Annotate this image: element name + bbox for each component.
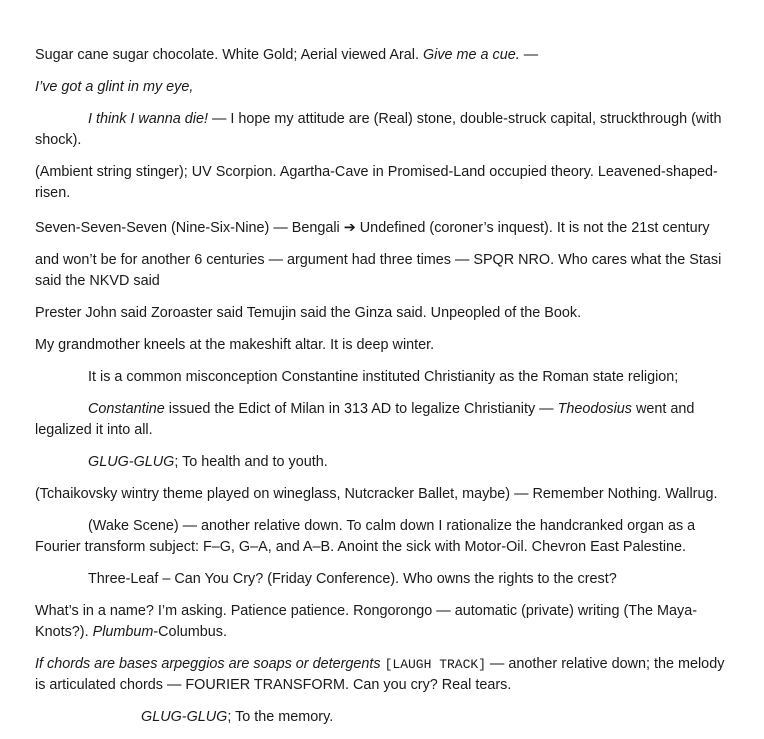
text-run: issued the Edict of Milan in 313 AD to legalize Christianity — <box>164 401 558 417</box>
paragraph-7 <box>35 303 725 324</box>
italic-run: Give me a cue. <box>422 47 520 63</box>
text-run: ; To the memory. <box>227 709 334 725</box>
monospace-run: [LAUGH TRACK] <box>384 657 487 672</box>
text-run: My grandmother kneels at the makeshift altar. It is deep winter. <box>35 337 435 353</box>
text-run: went and legalized it into all. <box>35 401 695 438</box>
italic-run: Plumbum <box>92 624 154 640</box>
text-run: (Wake Scene) — another relative down. To calm down I rationalize the handcranked organ as a Fourier transform subject: F–G, G–A, and A–B. Anoint the sick with Motor-Oil. Chevron East Palestine. <box>35 518 696 555</box>
paragraph-6 <box>35 250 725 292</box>
paragraph-14 <box>35 569 725 590</box>
paragraph-3 <box>35 109 725 151</box>
paragraph-11 <box>35 452 725 473</box>
paragraph-2 <box>35 77 725 98</box>
paragraph-8 <box>35 335 725 356</box>
document-body <box>35 45 725 739</box>
paragraph-10 <box>35 399 725 441</box>
text-run: and won’t be for another 6 centuries — argument had three times — SPQR NRO. Who cares what the Stasi said the NKVD said <box>35 252 722 289</box>
paragraph-4 <box>35 162 725 204</box>
paragraph-15 <box>35 601 725 643</box>
text-run: Seven-Seven-Seven (Nine-Six-Nine) — Bengali ➔ Undefined (coroner’s inquest). It is not the 21st century <box>35 220 710 236</box>
italic-run: I think I wanna die! <box>88 111 208 127</box>
paragraph-16 <box>35 654 725 696</box>
italic-run: GLUG-GLUG <box>88 454 175 470</box>
text-run: -Columbus. <box>153 624 227 640</box>
text-run: Prester John said Zoroaster said Temujin said the Ginza said. Unpeopled of the Book. <box>35 305 582 321</box>
italic-run: I’ve got a glint in my eye, <box>35 79 194 95</box>
italic-run: If chords are bases arpeggios are soaps or detergents <box>35 656 381 672</box>
text-run: Three-Leaf – Can You Cry? (Friday Conference). Who owns the rights to the crest? <box>88 571 617 587</box>
paragraph-1 <box>35 45 725 66</box>
paragraph-9 <box>35 367 725 388</box>
italic-run: Theodosius <box>557 401 632 417</box>
text-run: Sugar cane sugar chocolate. White Gold; Aerial viewed Aral. <box>35 47 423 63</box>
text-run: — <box>519 47 539 63</box>
text-run: — another relative down; the melody is articulated chords — FOURIER TRANSFORM. Can you cry? Real tears. <box>35 656 725 693</box>
text-run: — I hope my attitude are (Real) stone, double-struck capital, struckthrough (with shock). <box>35 111 722 148</box>
paragraph-5 <box>35 218 725 239</box>
text-run: It is a common misconception Constantine instituted Christianity as the Roman state religion; <box>88 369 679 385</box>
text-run: What’s in a name? I’m asking. Patience patience. Rongorongo — automatic (private) writing (The Maya-Knots?). <box>35 603 698 640</box>
paragraph-12 <box>35 484 725 505</box>
text-run: (Ambient string stinger); UV Scorpion. Agartha-Cave in Promised-Land occupied theory. Leavened-shaped-risen. <box>35 164 718 201</box>
paragraph-13 <box>35 516 725 558</box>
italic-run: Constantine <box>88 401 165 417</box>
italic-run: GLUG-GLUG <box>141 709 228 725</box>
paragraph-17 <box>35 707 725 728</box>
text-run: ; To health and to youth. <box>174 454 328 470</box>
text-run: (Tchaikovsky wintry theme played on wineglass, Nutcracker Ballet, maybe) — Remember Nothing. Wallrug. <box>35 486 718 502</box>
